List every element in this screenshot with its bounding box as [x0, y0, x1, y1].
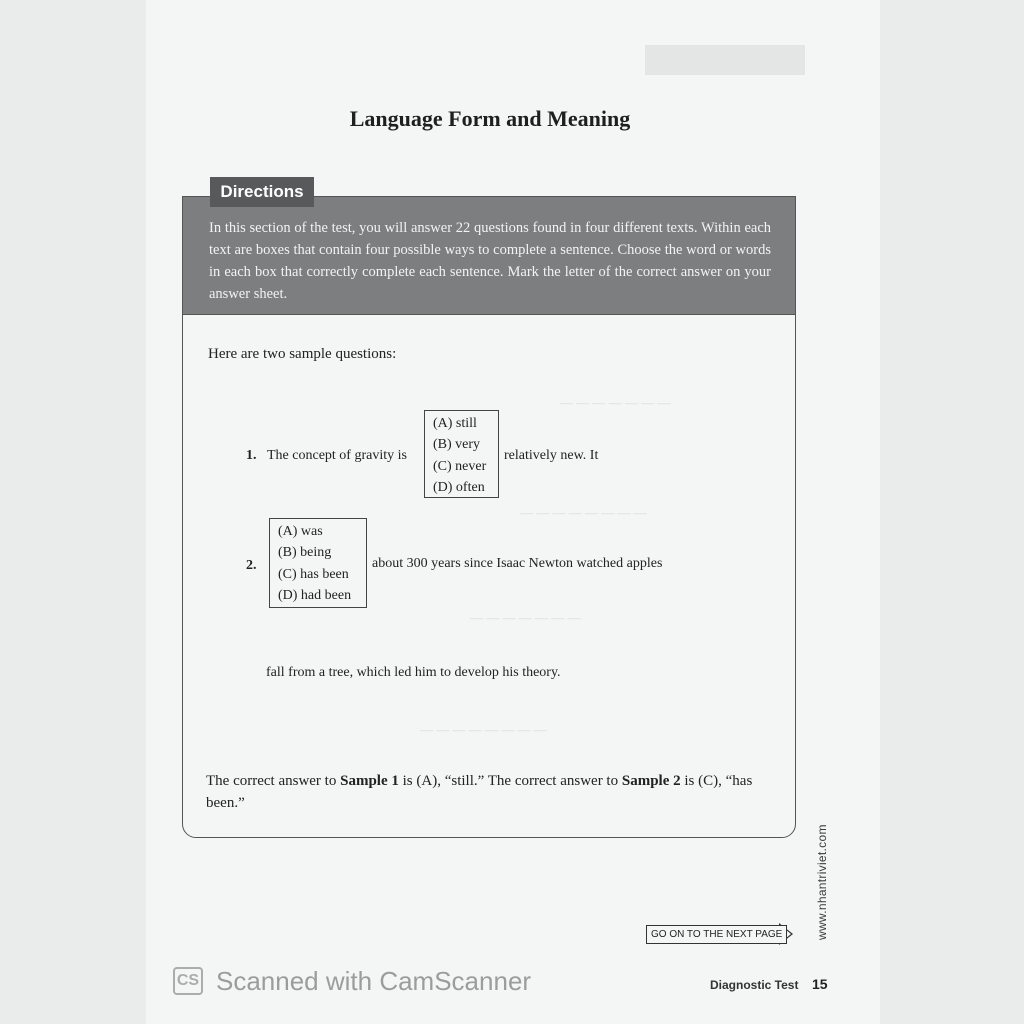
sample-2-continuation: fall from a tree, which led him to develop his theory.	[266, 665, 561, 680]
sample-1-options	[424, 410, 499, 498]
sample-2-text-after: about 300 years since Isaac Newton watched apples	[372, 556, 663, 571]
sample-1-number: 1.	[246, 448, 257, 463]
sample-1-option-c: (C) never	[433, 458, 487, 474]
directions-body: In this section of the test, you will answer 22 questions found in four different texts. Within each text are boxes that contain four possible ways to complete a sentence. Choose the word or words in each box that correctly complete each sentence. Mark the letter of the correct answer on your answer sheet.	[209, 220, 771, 302]
sample-2-options	[269, 518, 367, 608]
publisher-url: www.nhantriviet.com	[815, 824, 829, 940]
sample-2-number: 2.	[246, 558, 257, 573]
answer-suffix: is (C), “has been.”	[206, 773, 753, 811]
footer-section-label: Diagnostic Test	[710, 978, 799, 992]
show-through-line: — — — — — — — —	[520, 505, 647, 520]
answer-sample-1-label: Sample 1	[340, 773, 399, 789]
answer-middle: is (A), “still.” The correct answer to	[398, 773, 622, 789]
sample-2-option-d: (D) had been	[278, 588, 352, 604]
next-page-label: GO ON TO THE NEXT PAGE	[646, 925, 787, 944]
camscanner-watermark: Scanned with CamScanner	[216, 966, 532, 996]
sample-2-option-c: (C) has been	[278, 566, 349, 582]
directions-text	[183, 197, 795, 315]
page-number: 15	[812, 976, 828, 992]
show-through-line: — — — — — — —	[470, 610, 581, 625]
show-through-line: — — — — — — — —	[420, 722, 547, 737]
page-title: Language Form and Meaning	[349, 106, 631, 131]
sample-1-option-d: (D) often	[433, 480, 485, 496]
sample-intro: Here are two sample questions:	[208, 346, 397, 362]
camscanner-logo-icon: CS	[173, 967, 203, 995]
sample-1-text-after: relatively new. It	[504, 448, 599, 463]
sample-1-option-a: (A) still	[433, 416, 477, 431]
directions-label: Directions	[210, 177, 314, 207]
show-through-tab	[645, 45, 805, 75]
answer-prefix: The correct answer to	[206, 773, 341, 789]
answer-sample-2-label: Sample 2	[621, 773, 681, 789]
sample-2-option-b: (B) being	[278, 545, 332, 561]
sample-1-option-b: (B) very	[433, 437, 481, 453]
sample-1-text-before: The concept of gravity is	[267, 448, 407, 463]
answer-explanation	[206, 770, 776, 814]
sample-2-option-a: (A) was	[278, 524, 323, 539]
show-through-line: — — — — — — —	[560, 395, 671, 410]
